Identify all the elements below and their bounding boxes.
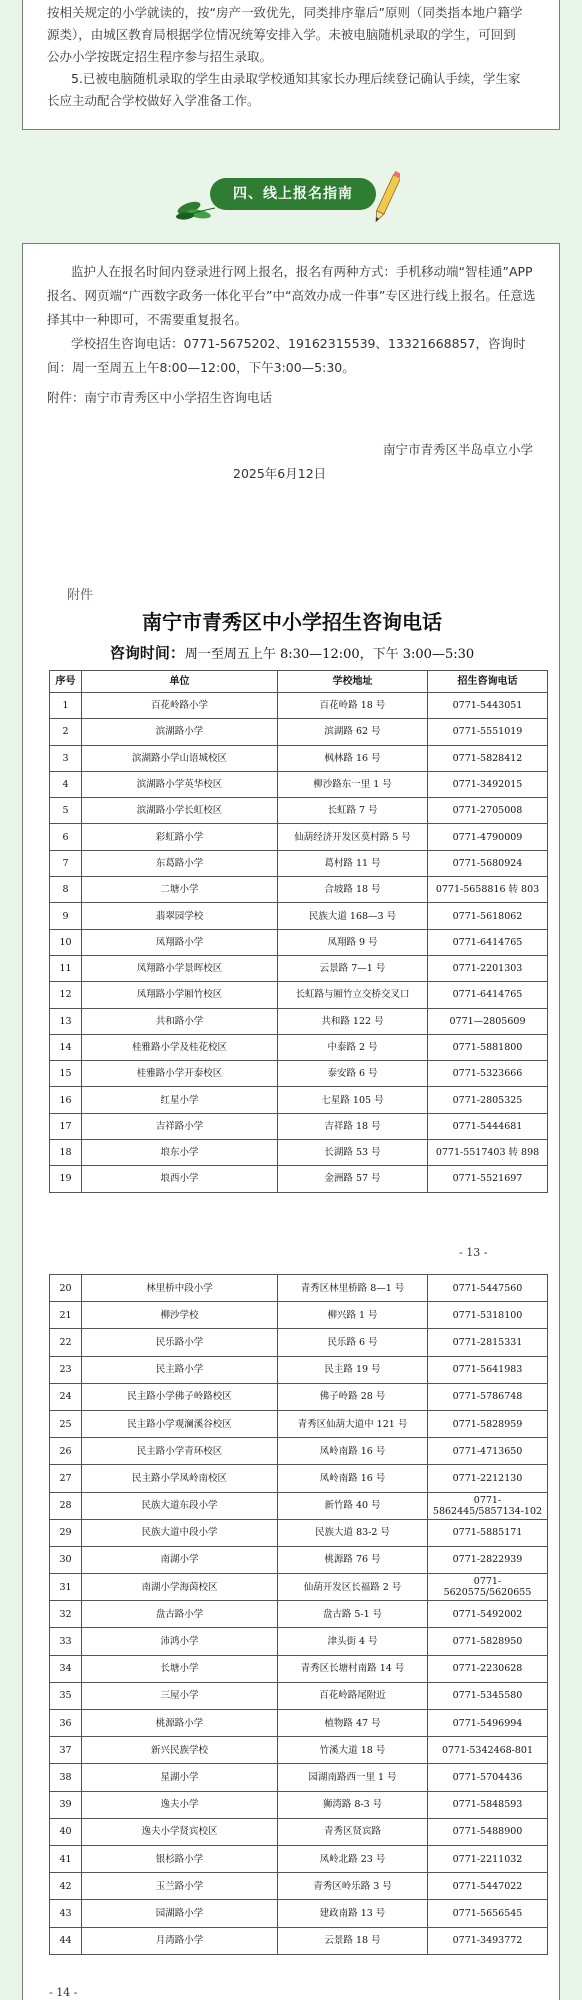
- school-address: 津头街 4 号: [278, 1628, 428, 1655]
- rules-line: 5.已被电脑随机录取的学生由录取学校通知其家长办理后续登记确认手续，学生家: [71, 71, 521, 86]
- school-name: 林里桥中段小学: [82, 1275, 278, 1302]
- row-number: 6: [50, 824, 82, 850]
- row-number: 27: [50, 1465, 82, 1492]
- row-number: 19: [50, 1166, 82, 1192]
- school-phone: 0771-5620575/5620655: [428, 1574, 548, 1601]
- school-address: 桃源路 76 号: [278, 1546, 428, 1573]
- school-name: 逸夫小学: [82, 1791, 278, 1818]
- school-phone: 0771-5443051: [428, 693, 548, 719]
- row-number: 1: [50, 693, 82, 719]
- table-row: [50, 877, 548, 903]
- school-address: 盘古路 5-1 号: [278, 1601, 428, 1628]
- school-name: 民族大道中段小学: [82, 1519, 278, 1546]
- school-address: 金洲路 57 号: [278, 1166, 428, 1192]
- school-name: 民主路小学观澜溪谷校区: [82, 1410, 278, 1437]
- school-address: 民族大道 168—3 号: [278, 903, 428, 929]
- school-phone: 0771-5517403 转 898: [428, 1140, 548, 1166]
- contact-table-page-1: [49, 670, 548, 1193]
- school-phone: 0771-5828412: [428, 745, 548, 771]
- consult-phone-paragraph: 学校招生咨询电话：0771-5675202、19162315539、13321668857，咨询时间：周一至周五上午8:00—12:00，下午3:00—5:30。: [47, 336, 526, 375]
- school-address: 佛子岭路 28 号: [278, 1383, 428, 1410]
- school-address: 凤岭南路 16 号: [278, 1465, 428, 1492]
- signer: 南宁市青秀区半岛卓立小学: [382, 442, 533, 457]
- consult-time-label: 咨询时间：: [109, 644, 185, 662]
- row-number: 4: [50, 771, 82, 797]
- table-row: [50, 903, 548, 929]
- row-number: 42: [50, 1873, 82, 1900]
- annex-label: 附件: [67, 588, 94, 603]
- school-name: 滨湖路小学长虹校区: [82, 798, 278, 824]
- row-number: 7: [50, 850, 82, 876]
- school-phone: 0771-6414765: [428, 929, 548, 955]
- registration-guide-card: [22, 243, 560, 2000]
- school-address: 中泰路 2 号: [278, 1034, 428, 1060]
- row-number: 11: [50, 955, 82, 981]
- header-no: 序号: [50, 671, 82, 693]
- school-name: 月湾路小学: [82, 1927, 278, 1954]
- school-address: 凤岭北路 23 号: [278, 1845, 428, 1872]
- table-row: [50, 1710, 548, 1737]
- school-address: 竹溪大道 18 号: [278, 1737, 428, 1764]
- school-phone: 0771-5318100: [428, 1302, 548, 1329]
- school-name: 红星小学: [82, 1087, 278, 1113]
- school-phone: 0771-5658816 转 803: [428, 877, 548, 903]
- school-phone: 0771-5521697: [428, 1166, 548, 1192]
- school-address: 枫林路 16 号: [278, 745, 428, 771]
- school-address: 园湖南路西一里 1 号: [278, 1764, 428, 1791]
- school-address: 青秀区岭乐路 3 号: [278, 1873, 428, 1900]
- school-phone: 0771-2705008: [428, 798, 548, 824]
- school-phone: 0771-3492015: [428, 771, 548, 797]
- school-phone: 0771-4713650: [428, 1438, 548, 1465]
- school-name: 滨湖路小学英华校区: [82, 771, 278, 797]
- enrollment-rules-card: [22, 0, 560, 130]
- school-name: 凤翔路小学景晖校区: [82, 955, 278, 981]
- school-phone: 0771-6414765: [428, 982, 548, 1008]
- school-phone: 0771-5323666: [428, 1061, 548, 1087]
- table-row: [50, 1682, 548, 1709]
- school-address: 民族大道 83-2 号: [278, 1519, 428, 1546]
- school-name: 埌东小学: [82, 1140, 278, 1166]
- school-address: 七星路 105 号: [278, 1087, 428, 1113]
- table-row: [50, 1438, 548, 1465]
- school-address: 凤岭南路 16 号: [278, 1438, 428, 1465]
- date: 2025年6月12日: [233, 466, 327, 481]
- row-number: 24: [50, 1383, 82, 1410]
- school-address: 凤翔路 9 号: [278, 929, 428, 955]
- row-number: 43: [50, 1900, 82, 1927]
- school-name: 滨湖路小学: [82, 719, 278, 745]
- row-number: 26: [50, 1438, 82, 1465]
- school-phone: 0771-5680924: [428, 850, 548, 876]
- school-address: 民主路 19 号: [278, 1356, 428, 1383]
- school-phone: 0771-2211032: [428, 1845, 548, 1872]
- school-name: 南湖小学海茵校区: [82, 1574, 278, 1601]
- school-name: 三屋小学: [82, 1682, 278, 1709]
- row-number: 12: [50, 982, 82, 1008]
- row-number: 13: [50, 1008, 82, 1034]
- row-number: 20: [50, 1275, 82, 1302]
- table-row: [50, 1383, 548, 1410]
- school-address: 狮湾路 8-3 号: [278, 1791, 428, 1818]
- school-name: 二塘小学: [82, 877, 278, 903]
- school-name: 吉祥路小学: [82, 1113, 278, 1139]
- table-row: [50, 1546, 548, 1573]
- school-address: 百花岭路 18 号: [278, 693, 428, 719]
- school-phone: 0771-5444681: [428, 1113, 548, 1139]
- school-phone: 0771-2201303: [428, 955, 548, 981]
- school-address: 青秀区仙葫大道中 121 号: [278, 1410, 428, 1437]
- school-address: 百花岭路尾附近: [278, 1682, 428, 1709]
- row-number: 31: [50, 1574, 82, 1601]
- school-phone: 0771-5447560: [428, 1275, 548, 1302]
- row-number: 10: [50, 929, 82, 955]
- row-number: 44: [50, 1927, 82, 1954]
- school-phone: 0771-5862445/5857134-102: [428, 1492, 548, 1519]
- school-phone: 0771-5551019: [428, 719, 548, 745]
- school-name: 凤翔路小学厢竹校区: [82, 982, 278, 1008]
- school-name: 民主路小学佛子岭路校区: [82, 1383, 278, 1410]
- table-row: [50, 1166, 548, 1192]
- registration-paragraph: 监护人在报名时间内登录进行网上报名，报名有两种方式：手机移动端“智桂通”APP报名、网页端“广西数字政务一体化平台”中“高效办成一件事”专区进行线上报名。任意选择其中一种即可，不需要重复报名。: [47, 264, 536, 327]
- school-phone: 0771-2230628: [428, 1655, 548, 1682]
- school-address: 植物路 47 号: [278, 1710, 428, 1737]
- table-row: [50, 1601, 548, 1628]
- school-address: 柳兴路 1 号: [278, 1302, 428, 1329]
- row-number: 34: [50, 1655, 82, 1682]
- consult-time-value: 周一至周五上午 8:30—12:00，下午 3:00—5:30: [184, 647, 475, 662]
- school-phone: 0771-5618062: [428, 903, 548, 929]
- table-row: [50, 1519, 548, 1546]
- row-number: 39: [50, 1791, 82, 1818]
- row-number: 14: [50, 1034, 82, 1060]
- consult-time: [23, 642, 561, 663]
- school-name: 桂雅路小学及桂花校区: [82, 1034, 278, 1060]
- school-address: 葛村路 11 号: [278, 850, 428, 876]
- school-name: 民乐路小学: [82, 1329, 278, 1356]
- school-phone: 0771-3493772: [428, 1927, 548, 1954]
- school-phone: 0771-4790009: [428, 824, 548, 850]
- school-address: 新竹路 40 号: [278, 1492, 428, 1519]
- section-heading: [0, 168, 582, 228]
- row-number: 29: [50, 1519, 82, 1546]
- table-header-row: [50, 671, 548, 693]
- school-phone: 0771-5881800: [428, 1034, 548, 1060]
- school-address: 吉祥路 18 号: [278, 1113, 428, 1139]
- row-number: 38: [50, 1764, 82, 1791]
- school-name: 桂雅路小学开泰校区: [82, 1061, 278, 1087]
- row-number: 5: [50, 798, 82, 824]
- school-phone: 0771-5345580: [428, 1682, 548, 1709]
- table-row: [50, 1737, 548, 1764]
- school-phone: 0771-2212130: [428, 1465, 548, 1492]
- school-name: 埌西小学: [82, 1166, 278, 1192]
- table-row: [50, 1329, 548, 1356]
- row-number: 22: [50, 1329, 82, 1356]
- table-row: [50, 1818, 548, 1845]
- row-number: 35: [50, 1682, 82, 1709]
- school-name: 盘古路小学: [82, 1601, 278, 1628]
- table-row: [50, 955, 548, 981]
- pencil-icon: [374, 168, 400, 228]
- page-number: - 13 -: [459, 1246, 488, 1259]
- row-number: 40: [50, 1818, 82, 1845]
- school-address: 滨湖路 62 号: [278, 719, 428, 745]
- row-number: 9: [50, 903, 82, 929]
- school-phone: 0771-5496994: [428, 1710, 548, 1737]
- school-name: 沛鸿小学: [82, 1628, 278, 1655]
- school-phone: 0771-5848593: [428, 1791, 548, 1818]
- row-number: 3: [50, 745, 82, 771]
- table-row: [50, 1655, 548, 1682]
- school-name: 新兴民族学校: [82, 1737, 278, 1764]
- school-address: 长湖路 53 号: [278, 1140, 428, 1166]
- table-row: [50, 1845, 548, 1872]
- row-number: 2: [50, 719, 82, 745]
- school-address: 共和路 122 号: [278, 1008, 428, 1034]
- school-name: 共和路小学: [82, 1008, 278, 1034]
- school-phone: 0771-5885171: [428, 1519, 548, 1546]
- table-row: [50, 850, 548, 876]
- annex-title: 南宁市青秀区中小学招生咨询电话: [142, 610, 442, 634]
- school-name: 民主路小学青环校区: [82, 1438, 278, 1465]
- school-address: 合坡路 18 号: [278, 877, 428, 903]
- school-phone: 0771-2815331: [428, 1329, 548, 1356]
- school-phone: 0771-5342468-801: [428, 1737, 548, 1764]
- rules-line: 公办小学按既定招生程序参与招生录取。: [47, 49, 273, 64]
- rules-line: 长应主动配合学校做好入学准备工作。: [47, 93, 260, 108]
- school-name: 逸夫小学贤宾校区: [82, 1818, 278, 1845]
- school-address: 青秀区长塘村南路 14 号: [278, 1655, 428, 1682]
- school-address: 长虹路 7 号: [278, 798, 428, 824]
- table-row: [50, 771, 548, 797]
- table-row: [50, 929, 548, 955]
- school-name: 长塘小学: [82, 1655, 278, 1682]
- table-row: [50, 1410, 548, 1437]
- table-row: [50, 719, 548, 745]
- row-number: 25: [50, 1410, 82, 1437]
- school-address: 青秀区林里桥路 8—1 号: [278, 1275, 428, 1302]
- table-row: [50, 693, 548, 719]
- school-phone: 0771-5828950: [428, 1628, 548, 1655]
- school-name: 百花岭路小学: [82, 693, 278, 719]
- school-phone: 0771-5488900: [428, 1818, 548, 1845]
- table-row: [50, 798, 548, 824]
- row-number: 32: [50, 1601, 82, 1628]
- school-name: 滨湖路小学山语城校区: [82, 745, 278, 771]
- table-row: [50, 1302, 548, 1329]
- school-name: 凤翔路小学: [82, 929, 278, 955]
- table-row: [50, 824, 548, 850]
- header-phone: 招生咨询电话: [428, 671, 548, 693]
- row-number: 8: [50, 877, 82, 903]
- school-phone: 0771-2805325: [428, 1087, 548, 1113]
- page-number: - 14 -: [49, 1986, 78, 1999]
- table-row: [50, 1764, 548, 1791]
- school-phone: 0771-5492002: [428, 1601, 548, 1628]
- row-number: 30: [50, 1546, 82, 1573]
- school-address: 云景路 18 号: [278, 1927, 428, 1954]
- school-name: 民主路小学: [82, 1356, 278, 1383]
- table-row: [50, 1140, 548, 1166]
- table-row: [50, 1492, 548, 1519]
- school-phone: 0771-5786748: [428, 1383, 548, 1410]
- school-phone: 0771-5447022: [428, 1873, 548, 1900]
- school-address: 柳沙路东一里 1 号: [278, 771, 428, 797]
- header-unit: 单位: [82, 671, 278, 693]
- school-address: 建政南路 13 号: [278, 1900, 428, 1927]
- attachment-line: 附件：南宁市青秀区中小学招生咨询电话: [47, 390, 273, 405]
- row-number: 18: [50, 1140, 82, 1166]
- school-name: 星湖小学: [82, 1764, 278, 1791]
- school-name: 彩虹路小学: [82, 824, 278, 850]
- table-row: [50, 1900, 548, 1927]
- school-name: 民主路小学凤岭南校区: [82, 1465, 278, 1492]
- school-name: 翡翠园学校: [82, 903, 278, 929]
- table-row: [50, 1087, 548, 1113]
- school-name: 玉兰路小学: [82, 1873, 278, 1900]
- table-row: [50, 1791, 548, 1818]
- school-phone: 0771-5704436: [428, 1764, 548, 1791]
- school-phone: 0771-5641983: [428, 1356, 548, 1383]
- table-row: [50, 745, 548, 771]
- table-row: [50, 1628, 548, 1655]
- row-number: 23: [50, 1356, 82, 1383]
- table-row: [50, 1061, 548, 1087]
- school-address: 仙葫经济开发区莫村路 5 号: [278, 824, 428, 850]
- school-name: 柳沙学校: [82, 1302, 278, 1329]
- school-name: 园湖路小学: [82, 1900, 278, 1927]
- table-row: [50, 1574, 548, 1601]
- school-address: 长虹路与厢竹立交桥交叉口: [278, 982, 428, 1008]
- row-number: 36: [50, 1710, 82, 1737]
- row-number: 21: [50, 1302, 82, 1329]
- table-row: [50, 1356, 548, 1383]
- table-row: [50, 1927, 548, 1954]
- school-address: 青秀区贤宾路: [278, 1818, 428, 1845]
- row-number: 17: [50, 1113, 82, 1139]
- rules-line: 源类），由城区教育局根据学位情况统筹安排入学。未被电脑随机录取的学生，可回到: [47, 27, 516, 42]
- school-phone: 0771-2822939: [428, 1546, 548, 1573]
- school-phone: 0771-5828959: [428, 1410, 548, 1437]
- table-row: [50, 1034, 548, 1060]
- row-number: 28: [50, 1492, 82, 1519]
- school-name: 南湖小学: [82, 1546, 278, 1573]
- school-name: 桃源路小学: [82, 1710, 278, 1737]
- table-row: [50, 1275, 548, 1302]
- school-name: 民族大道东段小学: [82, 1492, 278, 1519]
- school-address: 仙葫开发区长福路 2 号: [278, 1574, 428, 1601]
- school-name: 银杉路小学: [82, 1845, 278, 1872]
- school-address: 泰安路 6 号: [278, 1061, 428, 1087]
- rules-line: 按相关规定的小学就读的，按“房产一致优先，同类排序靠后”原则（同类指本地户籍学: [47, 5, 523, 20]
- row-number: 16: [50, 1087, 82, 1113]
- school-name: 东葛路小学: [82, 850, 278, 876]
- header-address: 学校地址: [278, 671, 428, 693]
- table-row: [50, 1008, 548, 1034]
- row-number: 41: [50, 1845, 82, 1872]
- contact-table-page-2: [49, 1274, 548, 1955]
- table-row: [50, 1873, 548, 1900]
- table-row: [50, 1465, 548, 1492]
- row-number: 37: [50, 1737, 82, 1764]
- school-phone: 0771—2805609: [428, 1008, 548, 1034]
- school-address: 云景路 7—1 号: [278, 955, 428, 981]
- section-title: 四、线上报名指南: [210, 178, 376, 210]
- row-number: 33: [50, 1628, 82, 1655]
- school-address: 民乐路 6 号: [278, 1329, 428, 1356]
- table-row: [50, 1113, 548, 1139]
- row-number: 15: [50, 1061, 82, 1087]
- table-row: [50, 982, 548, 1008]
- school-phone: 0771-5656545: [428, 1900, 548, 1927]
